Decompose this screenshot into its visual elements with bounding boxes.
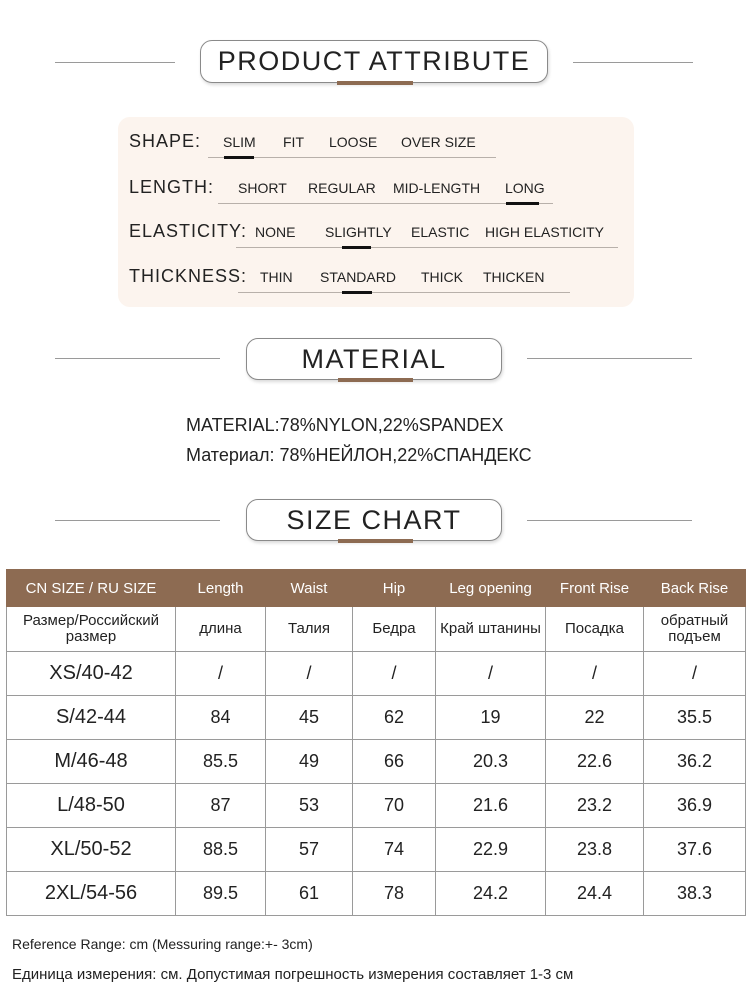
divider-left (55, 62, 175, 63)
table-row (7, 740, 746, 784)
table-cell: 78 (353, 872, 436, 916)
attribute-title-bar (337, 81, 413, 85)
attr-option: OVER SIZE (401, 134, 476, 150)
material-text-ru: Материал: 78%НЕЙЛОН,22%СПАНДЕКС (186, 445, 532, 465)
table-cell: 23.2 (546, 784, 644, 828)
attribute-panel (118, 117, 634, 307)
table-cell: 36.9 (644, 784, 746, 828)
attr-option: THIN (260, 269, 293, 285)
attr-label-length: LENGTH: (129, 177, 215, 197)
attribute-title-text: PRODUCT ATTRIBUTE (217, 46, 531, 76)
attr-line (236, 247, 618, 248)
attr-row-shape (118, 131, 634, 161)
table-cell: 53 (266, 784, 353, 828)
size-table (6, 569, 746, 916)
table-cell: / (546, 652, 644, 696)
material-title-bar (338, 378, 413, 382)
table-cell: 24.4 (546, 872, 644, 916)
table-cell: 23.8 (546, 828, 644, 872)
attr-option: SHORT (238, 180, 287, 196)
ru-header-cell: обратный подъем (644, 607, 746, 652)
header-cell: Leg opening (436, 570, 546, 607)
size-cell: M/46-48 (7, 740, 176, 784)
table-row (7, 872, 746, 916)
attr-option: SLIM (223, 134, 256, 150)
table-cell: 62 (353, 696, 436, 740)
attr-option: LOOSE (329, 134, 378, 150)
table-ru-header-row (7, 607, 746, 652)
attr-option: NONE (255, 224, 296, 240)
size-chart-title-text: SIZE CHART (286, 504, 462, 535)
table-row (7, 784, 746, 828)
attr-option: STANDARD (320, 269, 396, 285)
table-cell: 84 (176, 696, 266, 740)
table-cell: 87 (176, 784, 266, 828)
attr-option: MID-LENGTH (393, 180, 481, 196)
table-cell: / (353, 652, 436, 696)
attr-option: LONG (505, 180, 545, 196)
attr-option: HIGH ELASTICITY (485, 224, 605, 240)
table-cell: 35.5 (644, 696, 746, 740)
attr-line (218, 203, 553, 204)
header-cell: Hip (353, 570, 436, 607)
divider-right (573, 62, 693, 63)
attr-option: ELASTIC (411, 224, 470, 240)
table-cell: 70 (353, 784, 436, 828)
size-chart-title (246, 499, 502, 541)
ru-header-cell: Посадка (546, 607, 644, 652)
attr-label-elasticity: ELASTICITY: (129, 221, 248, 241)
header-cell: CN SIZE / RU SIZE (7, 570, 176, 607)
size-cell: L/48-50 (7, 784, 176, 828)
attr-option: SLIGHTLY (325, 224, 392, 240)
table-row (7, 652, 746, 696)
table-row (7, 828, 746, 872)
attr-option: FIT (283, 134, 304, 150)
table-header-row (7, 570, 746, 607)
attr-selected-mark (342, 246, 371, 249)
table-cell: 88.5 (176, 828, 266, 872)
attr-label-shape: SHAPE: (129, 131, 202, 151)
attr-row-elasticity (118, 221, 634, 251)
attr-option: THICK (421, 269, 463, 285)
size-cell: S/42-44 (7, 696, 176, 740)
ru-header-cell: Край штанины (436, 607, 546, 652)
table-cell: 38.3 (644, 872, 746, 916)
table-cell: / (266, 652, 353, 696)
table-cell: 22 (546, 696, 644, 740)
size-cell: 2XL/54-56 (7, 872, 176, 916)
material-text-en: MATERIAL:78%NYLON,22%SPANDEX (186, 415, 504, 435)
table-cell: 21.6 (436, 784, 546, 828)
table-cell: 49 (266, 740, 353, 784)
table-cell: 57 (266, 828, 353, 872)
table-cell: 20.3 (436, 740, 546, 784)
table-cell: 66 (353, 740, 436, 784)
divider-left (55, 358, 220, 359)
reference-note-ru: Единица измерения: см. Допустимая погрешность измерения составляет 1-3 см (12, 966, 574, 983)
table-cell: 61 (266, 872, 353, 916)
table-cell: 45 (266, 696, 353, 740)
attribute-title (200, 40, 548, 83)
size-chart-title-bar (338, 539, 413, 543)
attr-row-length (118, 177, 634, 207)
table-cell: 19 (436, 696, 546, 740)
table-cell: 24.2 (436, 872, 546, 916)
attr-selected-mark (342, 291, 372, 294)
attr-selected-mark (506, 202, 539, 205)
table-cell: 37.6 (644, 828, 746, 872)
divider-left (55, 520, 220, 521)
attr-option: REGULAR (308, 180, 376, 196)
divider-right (527, 520, 692, 521)
divider-right (527, 358, 692, 359)
reference-note-en: Reference Range: cm (Messuring range:+- 3cm) (12, 936, 313, 952)
table-cell: 85.5 (176, 740, 266, 784)
size-cell: XL/50-52 (7, 828, 176, 872)
table-cell: 89.5 (176, 872, 266, 916)
header-cell: Front Rise (546, 570, 644, 607)
attr-row-thickness (118, 266, 634, 296)
ru-header-cell: длина (176, 607, 266, 652)
ru-header-cell: Размер/Российский размер (7, 607, 176, 652)
attr-selected-mark (224, 156, 254, 159)
table-cell: 74 (353, 828, 436, 872)
attr-label-thickness: THICKNESS: (129, 266, 248, 286)
table-cell: / (644, 652, 746, 696)
table-cell: 22.9 (436, 828, 546, 872)
table-cell: 36.2 (644, 740, 746, 784)
attr-line (238, 292, 570, 293)
size-cell: XS/40-42 (7, 652, 176, 696)
table-cell: 22.6 (546, 740, 644, 784)
table-row (7, 696, 746, 740)
table-cell: / (436, 652, 546, 696)
attr-option: THICKEN (483, 269, 545, 285)
material-title (246, 338, 502, 380)
table-cell: / (176, 652, 266, 696)
ru-header-cell: Талия (266, 607, 353, 652)
material-title-text: MATERIAL (301, 343, 447, 374)
header-cell: Back Rise (644, 570, 746, 607)
ru-header-cell: Бедра (353, 607, 436, 652)
header-cell: Waist (266, 570, 353, 607)
header-cell: Length (176, 570, 266, 607)
